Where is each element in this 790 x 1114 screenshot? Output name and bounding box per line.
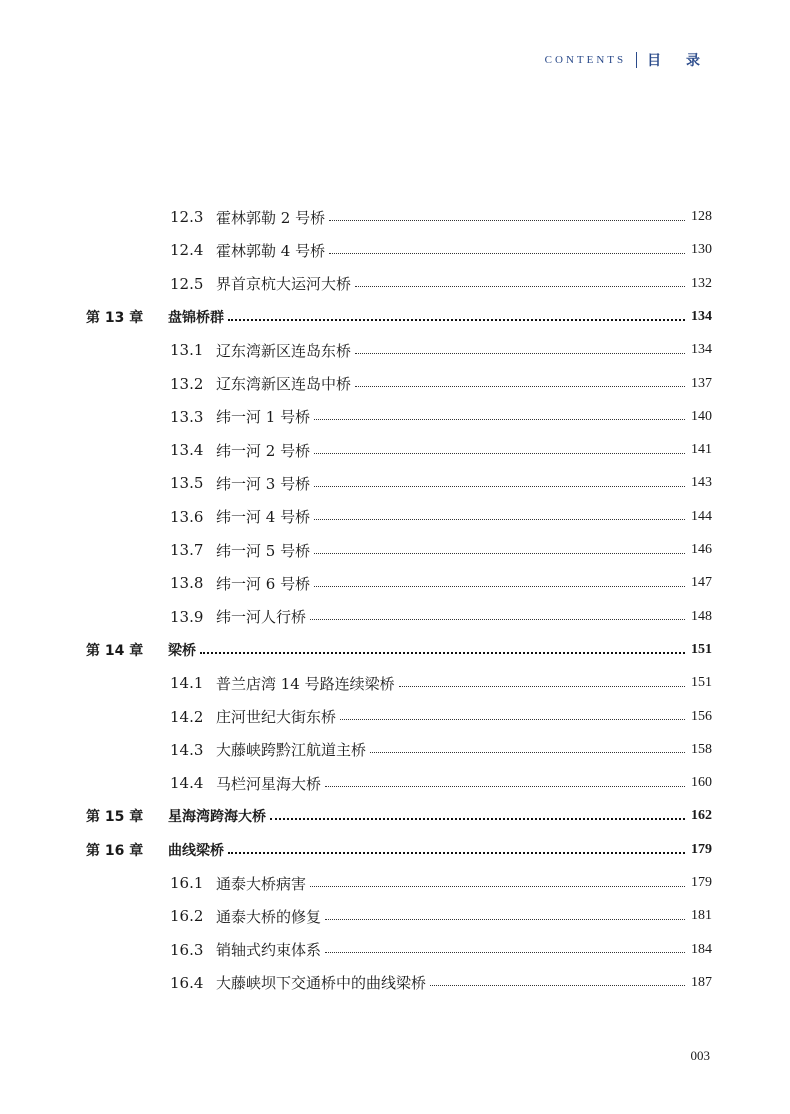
header-chinese-title: 目 录 [647, 53, 710, 69]
toc-section-entry[interactable] [170, 400, 712, 434]
section-number: 12.4 [170, 241, 204, 260]
dot-leader [228, 319, 685, 321]
dot-leader [355, 286, 685, 287]
toc-section-entry[interactable] [170, 333, 712, 367]
dot-leader [325, 952, 685, 953]
section-title: 销轴式约束体系 [216, 941, 322, 960]
dot-leader [329, 220, 685, 221]
dot-leader [310, 619, 685, 620]
toc-section-entry[interactable] [170, 966, 712, 1000]
chapter-number: 第 15 章 [86, 809, 144, 826]
section-title: 纬一河人行桥 [216, 608, 307, 627]
toc-page-number: 137 [691, 375, 712, 391]
section-title: 通泰大桥的修复 [216, 907, 322, 926]
toc-section-entry[interactable] [170, 533, 712, 567]
dot-leader [200, 652, 685, 654]
toc-page-number: 143 [691, 475, 712, 491]
dot-leader [314, 553, 685, 554]
toc-page-number: 148 [691, 608, 712, 624]
toc-section-entry[interactable] [170, 566, 712, 600]
toc-section-entry[interactable] [170, 367, 712, 401]
toc-section-entry[interactable] [170, 200, 712, 234]
toc-page-number: 151 [691, 675, 712, 691]
section-title: 界首京杭大运河大桥 [216, 275, 352, 294]
dot-leader [314, 586, 685, 587]
section-number: 13.5 [170, 474, 204, 493]
toc-section-entry[interactable] [170, 433, 712, 467]
section-number: 13.3 [170, 407, 204, 426]
toc-page-number: 151 [691, 641, 712, 657]
section-title: 普兰店湾 14 号路连续梁桥 [216, 674, 395, 693]
dot-leader [314, 453, 685, 454]
toc-page-number: 179 [691, 875, 712, 890]
toc-page-number: 132 [691, 275, 712, 291]
section-title: 马栏河星海大桥 [216, 774, 322, 793]
toc-page-number: 147 [691, 575, 712, 591]
section-title: 纬一河 2 号桥 [216, 441, 311, 460]
section-title: 辽东湾新区连岛中桥 [216, 375, 352, 393]
toc-page-number: 162 [691, 808, 712, 824]
section-number: 14.3 [170, 740, 204, 759]
toc-chapter-entry[interactable] [86, 300, 712, 334]
section-number: 12.3 [170, 208, 204, 226]
section-title: 大藤峡跨黔江航道主桥 [216, 741, 367, 760]
toc-page-number: 187 [691, 974, 712, 990]
section-title: 辽东湾新区连岛东桥 [216, 341, 352, 360]
section-number: 14.1 [170, 674, 204, 693]
toc-page-number: 158 [691, 741, 712, 757]
section-title: 纬一河 3 号桥 [216, 474, 311, 493]
dot-leader [310, 886, 685, 887]
toc-page-number: 179 [691, 841, 712, 857]
section-number: 13.2 [170, 374, 204, 393]
toc-section-entry[interactable] [170, 866, 712, 900]
dot-leader [340, 719, 685, 720]
chapter-number: 第 16 章 [86, 842, 144, 859]
page-number: 003 [690, 1048, 710, 1063]
toc-page-number: 181 [691, 908, 712, 924]
toc-section-entry[interactable] [170, 233, 712, 267]
toc-chapter-entry[interactable] [86, 633, 712, 667]
section-title: 通泰大桥病害 [216, 874, 307, 893]
section-number: 16.1 [170, 874, 204, 892]
dot-leader [355, 386, 685, 387]
chapter-title: 梁桥 [168, 642, 196, 659]
toc-page-number: 141 [691, 442, 712, 458]
toc-page-number: 160 [691, 775, 712, 791]
toc-section-entry[interactable] [170, 899, 712, 933]
toc-section-entry[interactable] [170, 267, 712, 301]
dot-leader [399, 686, 685, 687]
dot-leader [314, 519, 685, 520]
section-number: 16.2 [170, 907, 204, 926]
section-title: 纬一河 5 号桥 [216, 541, 311, 560]
dot-leader [355, 353, 685, 354]
section-number: 13.7 [170, 541, 204, 559]
toc-section-entry[interactable] [170, 933, 712, 967]
toc-page-number: 134 [691, 342, 712, 358]
toc-page-number: 130 [691, 242, 712, 258]
toc-page-number: 184 [691, 941, 712, 957]
chapter-title: 星海湾跨海大桥 [168, 809, 266, 826]
section-number: 14.4 [170, 774, 204, 793]
toc-section-entry[interactable] [170, 666, 712, 700]
toc-page-number: 144 [691, 508, 712, 524]
chapter-title: 曲线梁桥 [168, 842, 224, 859]
section-number: 13.9 [170, 607, 204, 626]
toc-page-number: 156 [691, 708, 712, 724]
toc-page-number: 146 [691, 542, 712, 557]
section-number: 16.3 [170, 940, 204, 959]
section-number: 14.2 [170, 707, 204, 726]
toc-page-number: 128 [691, 209, 712, 224]
section-number: 12.5 [170, 274, 204, 293]
dot-leader [314, 486, 685, 487]
running-header [545, 50, 710, 70]
header-divider [636, 52, 637, 68]
section-title: 庄河世纪大街东桥 [216, 708, 337, 726]
toc-chapter-entry[interactable] [86, 833, 712, 867]
toc-section-entry[interactable] [170, 700, 712, 734]
section-title: 霍林郭勒 2 号桥 [216, 208, 326, 227]
section-title: 纬一河 4 号桥 [216, 508, 311, 527]
dot-leader [430, 985, 685, 986]
toc-section-entry[interactable] [170, 466, 712, 500]
section-number: 13.1 [170, 341, 204, 360]
toc-page-number: 140 [691, 408, 712, 424]
dot-leader [329, 253, 685, 254]
toc-section-entry[interactable] [170, 500, 712, 534]
dot-leader [325, 786, 685, 787]
header-english-title: CONTENTS [544, 54, 627, 66]
dot-leader [228, 852, 685, 854]
section-title: 霍林郭勒 4 号桥 [216, 241, 326, 260]
toc-section-entry[interactable] [170, 600, 712, 634]
section-title: 纬一河 6 号桥 [216, 574, 311, 593]
section-number: 13.6 [170, 507, 204, 526]
dot-leader [370, 752, 685, 753]
toc-section-entry[interactable] [170, 766, 712, 800]
section-title: 纬一河 1 号桥 [216, 408, 311, 427]
dot-leader [314, 419, 685, 420]
toc-chapter-entry[interactable] [86, 799, 712, 833]
toc-section-entry[interactable] [170, 733, 712, 767]
chapter-title: 盘锦桥群 [168, 309, 224, 326]
chapter-number: 第 14 章 [86, 642, 144, 659]
chapter-number: 第 13 章 [86, 309, 144, 326]
dot-leader [325, 919, 685, 920]
section-number: 13.8 [170, 574, 204, 593]
toc-page-number: 134 [691, 308, 712, 324]
dot-leader [270, 818, 685, 820]
section-title: 大藤峡坝下交通桥中的曲线梁桥 [216, 974, 427, 993]
section-number: 13.4 [170, 441, 204, 460]
section-number: 16.4 [170, 973, 204, 992]
